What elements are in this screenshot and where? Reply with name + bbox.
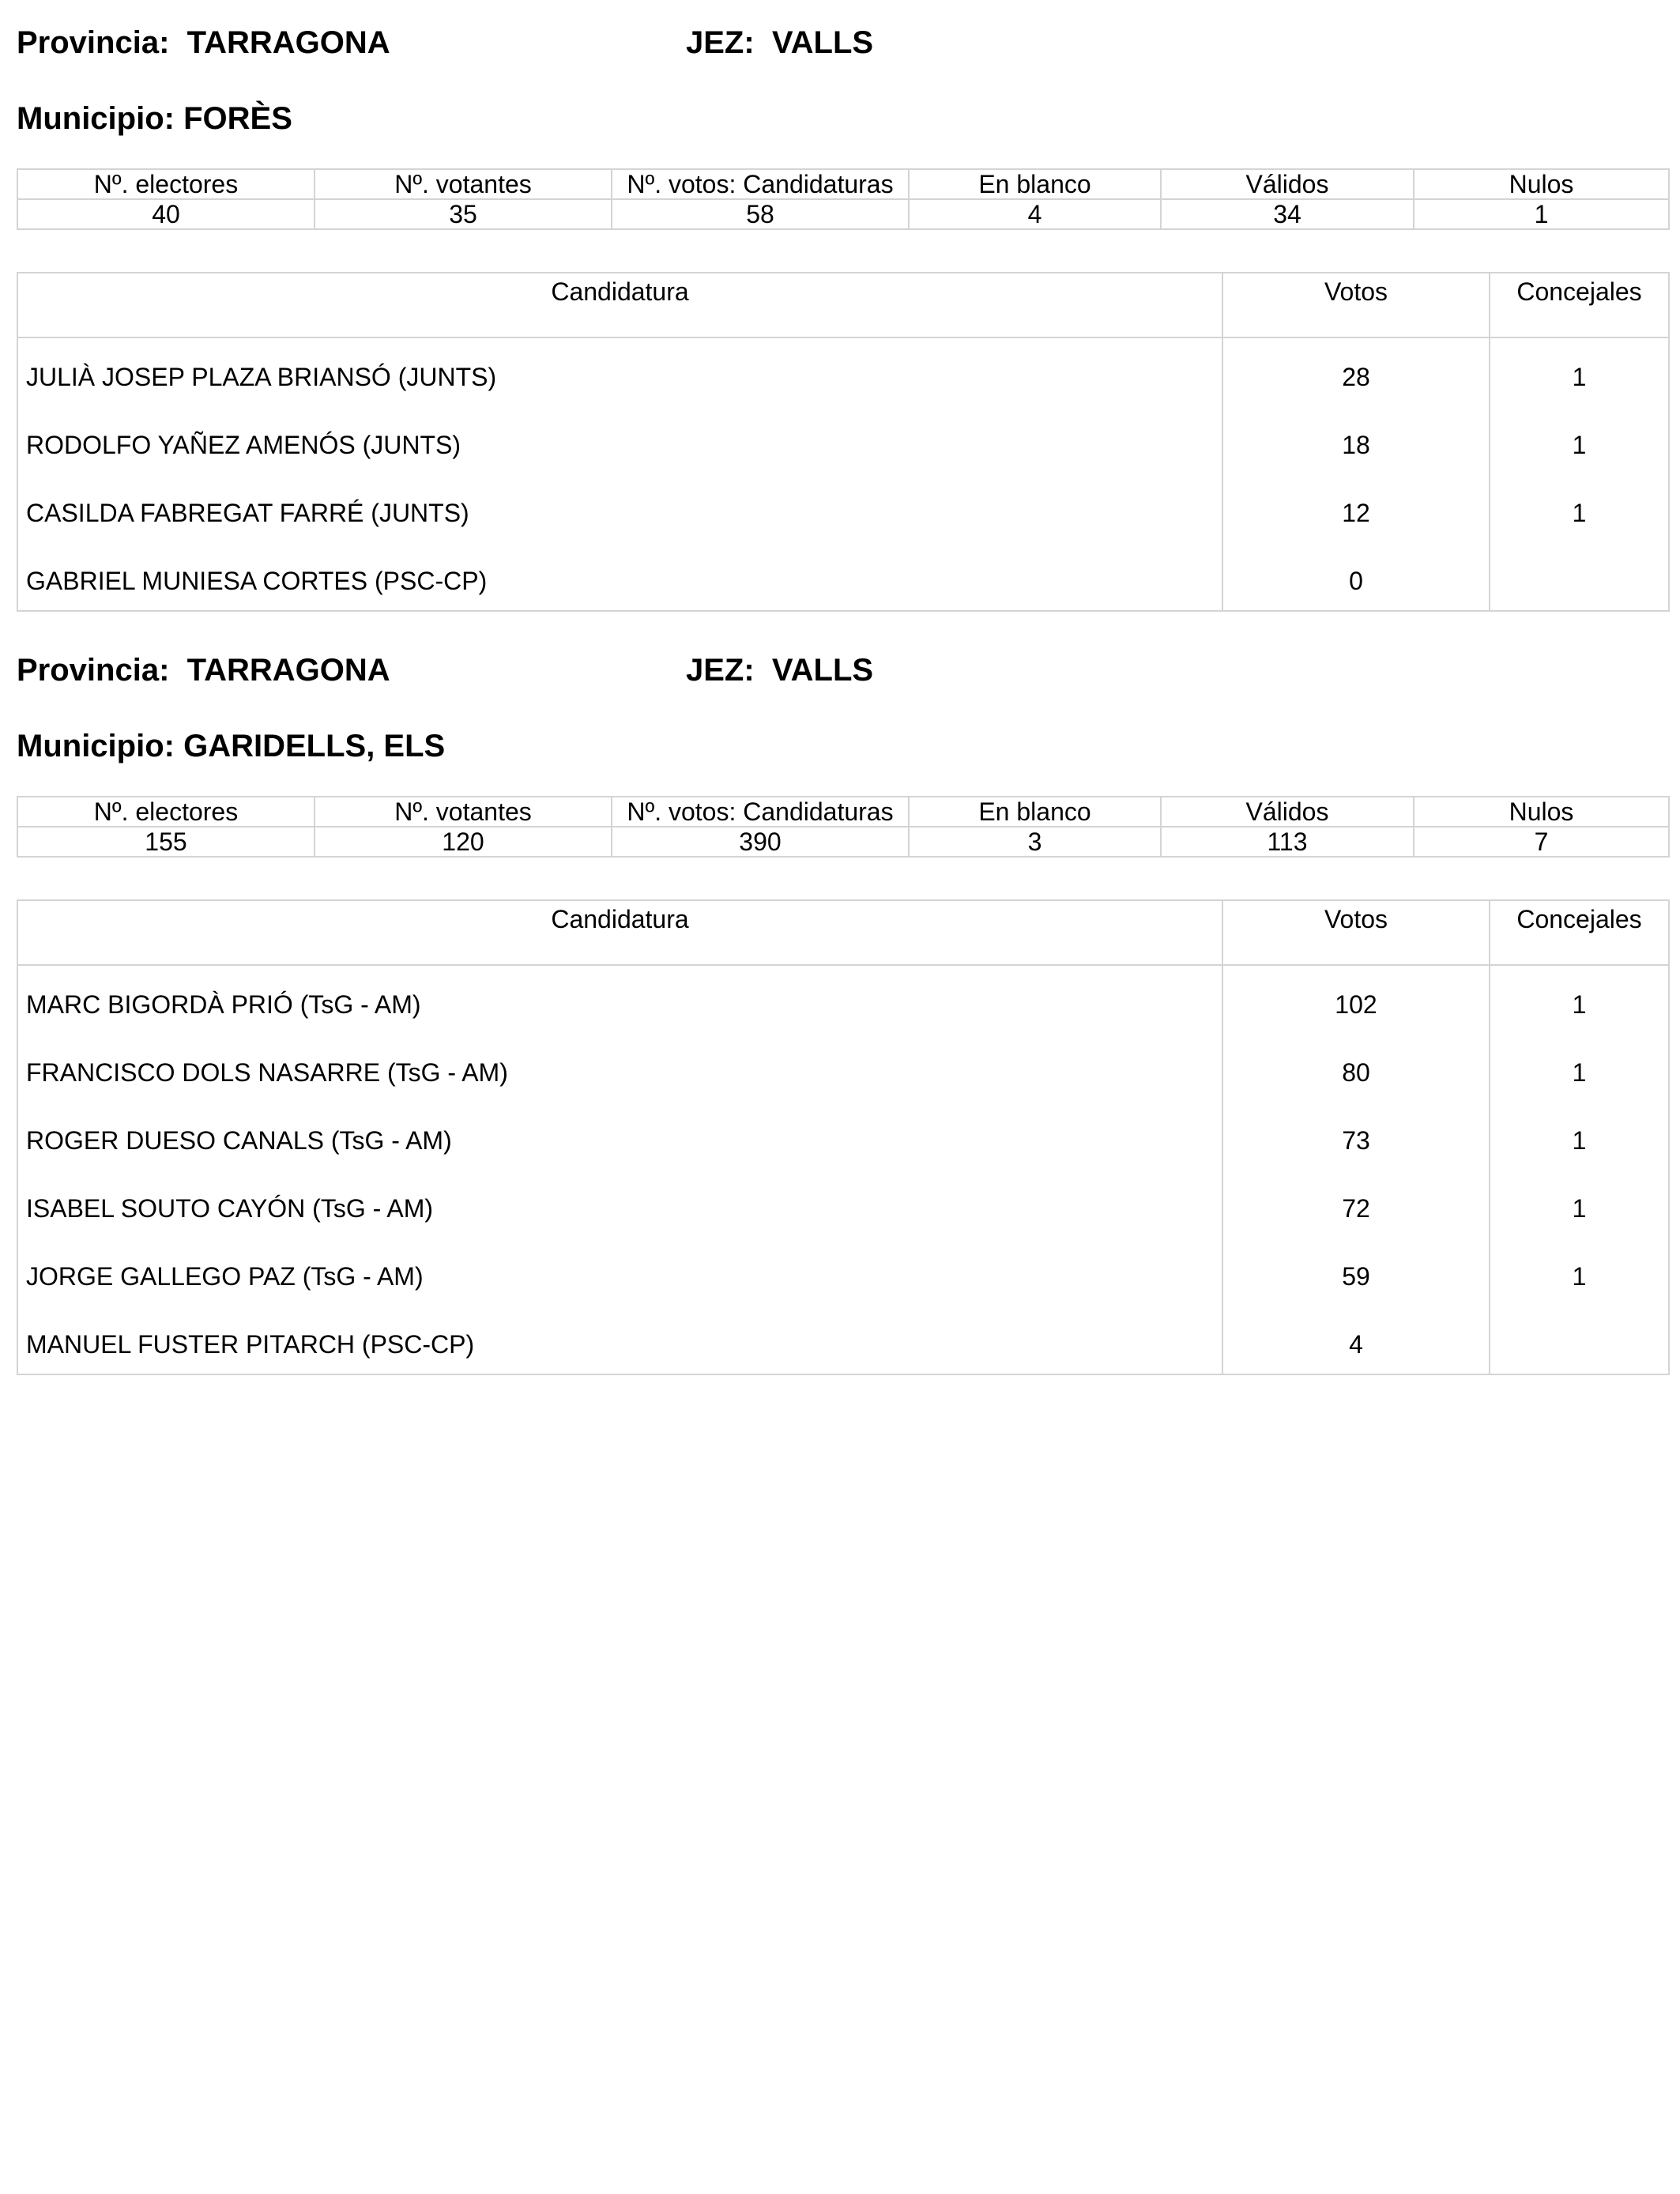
- votantes-header: Nº. votantes: [315, 797, 612, 827]
- electores-value: 155: [17, 827, 315, 857]
- stats-values-row: [17, 199, 1669, 229]
- votantes-value: 35: [315, 199, 612, 229]
- candidate-votos: 0: [1349, 567, 1363, 595]
- provincia-heading: Provincia: TARRAGONA: [17, 653, 390, 688]
- candidate-row: [18, 474, 1668, 542]
- en-blanco-header: En blanco: [909, 797, 1161, 827]
- candidates-header-row: [18, 901, 1668, 966]
- validos-value: 113: [1161, 827, 1414, 857]
- candidate-votos: 12: [1342, 499, 1370, 527]
- votos-header: Votos: [1324, 277, 1388, 306]
- stats-header-row: [17, 169, 1669, 199]
- candidatura-header: Candidatura: [551, 905, 689, 933]
- candidate-votos: 73: [1342, 1126, 1370, 1155]
- candidate-votos: 72: [1342, 1194, 1370, 1223]
- candidate-name: RODOLFO YAÑEZ AMENÓS (JUNTS): [26, 431, 461, 459]
- votos-candidaturas-header: Nº. votos: Candidaturas: [612, 797, 909, 827]
- provincia-heading: Provincia: TARRAGONA: [17, 25, 390, 60]
- votantes-value: 120: [315, 827, 612, 857]
- candidate-row: [18, 406, 1668, 474]
- candidate-row: [18, 542, 1668, 610]
- concejales-header: Concejales: [1516, 277, 1642, 306]
- stats-values-row: [17, 827, 1669, 857]
- candidate-votos: 4: [1349, 1330, 1363, 1359]
- candidate-votos: 80: [1342, 1058, 1370, 1087]
- votos-header: Votos: [1324, 905, 1388, 933]
- candidates-table: [17, 899, 1670, 1375]
- jez-heading: JEZ: VALLS: [686, 25, 874, 60]
- municipio-heading: Municipio: GARIDELLS, ELS: [17, 729, 446, 763]
- candidate-votos: 18: [1342, 431, 1370, 459]
- votantes-header: Nº. votantes: [315, 169, 612, 199]
- candidate-name: GABRIEL MUNIESA CORTES (PSC-CP): [26, 567, 488, 595]
- stats-table: [17, 168, 1670, 230]
- candidate-votos: 102: [1335, 990, 1377, 1019]
- en-blanco-value: 3: [909, 827, 1161, 857]
- candidate-row: [18, 1306, 1668, 1374]
- concejales-header: Concejales: [1516, 905, 1642, 933]
- electores-header: Nº. electores: [17, 169, 315, 199]
- candidate-concejales: 1: [1572, 1262, 1587, 1291]
- nulos-value: 1: [1414, 199, 1669, 229]
- candidate-name: FRANCISCO DOLS NASARRE (TsG - AM): [26, 1058, 508, 1087]
- candidate-name: CASILDA FABREGAT FARRÉ (JUNTS): [26, 499, 469, 527]
- votos-candidaturas-value: 390: [612, 827, 909, 857]
- electores-value: 40: [17, 199, 315, 229]
- candidate-concejales: 1: [1572, 1126, 1587, 1155]
- candidate-row: [18, 1102, 1668, 1170]
- jez-heading: JEZ: VALLS: [686, 653, 874, 688]
- candidate-name: MARC BIGORDÀ PRIÓ (TsG - AM): [26, 990, 421, 1019]
- en-blanco-value: 4: [909, 199, 1161, 229]
- electores-header: Nº. electores: [17, 797, 315, 827]
- candidate-row: [18, 1034, 1668, 1102]
- candidate-name: MANUEL FUSTER PITARCH (PSC-CP): [26, 1330, 475, 1359]
- candidate-name: JULIÀ JOSEP PLAZA BRIANSÓ (JUNTS): [26, 363, 497, 391]
- candidate-row: [18, 1170, 1668, 1238]
- candidate-row: [18, 1238, 1668, 1306]
- candidate-concejales: 1: [1572, 1058, 1587, 1087]
- candidate-concejales: 1: [1572, 499, 1587, 527]
- nulos-value: 7: [1414, 827, 1669, 857]
- candidate-row: [18, 966, 1668, 1034]
- candidates-table: [17, 272, 1670, 612]
- candidate-concejales: 1: [1572, 1194, 1587, 1223]
- nulos-header: Nulos: [1414, 169, 1669, 199]
- nulos-header: Nulos: [1414, 797, 1669, 827]
- candidate-concejales: 1: [1572, 431, 1587, 459]
- en-blanco-header: En blanco: [909, 169, 1161, 199]
- candidate-name: JORGE GALLEGO PAZ (TsG - AM): [26, 1262, 424, 1291]
- votos-candidaturas-value: 58: [612, 199, 909, 229]
- candidates-header-row: [18, 273, 1668, 338]
- stats-table: [17, 796, 1670, 858]
- candidate-name: ISABEL SOUTO CAYÓN (TsG - AM): [26, 1194, 434, 1223]
- candidate-votos: 28: [1342, 363, 1370, 391]
- candidate-concejales: 1: [1572, 363, 1587, 391]
- votos-candidaturas-header: Nº. votos: Candidaturas: [612, 169, 909, 199]
- candidate-name: ROGER DUESO CANALS (TsG - AM): [26, 1126, 452, 1155]
- candidate-concejales: 1: [1572, 990, 1587, 1019]
- candidate-votos: 59: [1342, 1262, 1370, 1291]
- validos-value: 34: [1161, 199, 1414, 229]
- municipio-heading: Municipio: FORÈS: [17, 101, 292, 136]
- candidate-row: [18, 338, 1668, 406]
- validos-header: Válidos: [1161, 797, 1414, 827]
- candidatura-header: Candidatura: [551, 277, 689, 306]
- stats-header-row: [17, 797, 1669, 827]
- validos-header: Válidos: [1161, 169, 1414, 199]
